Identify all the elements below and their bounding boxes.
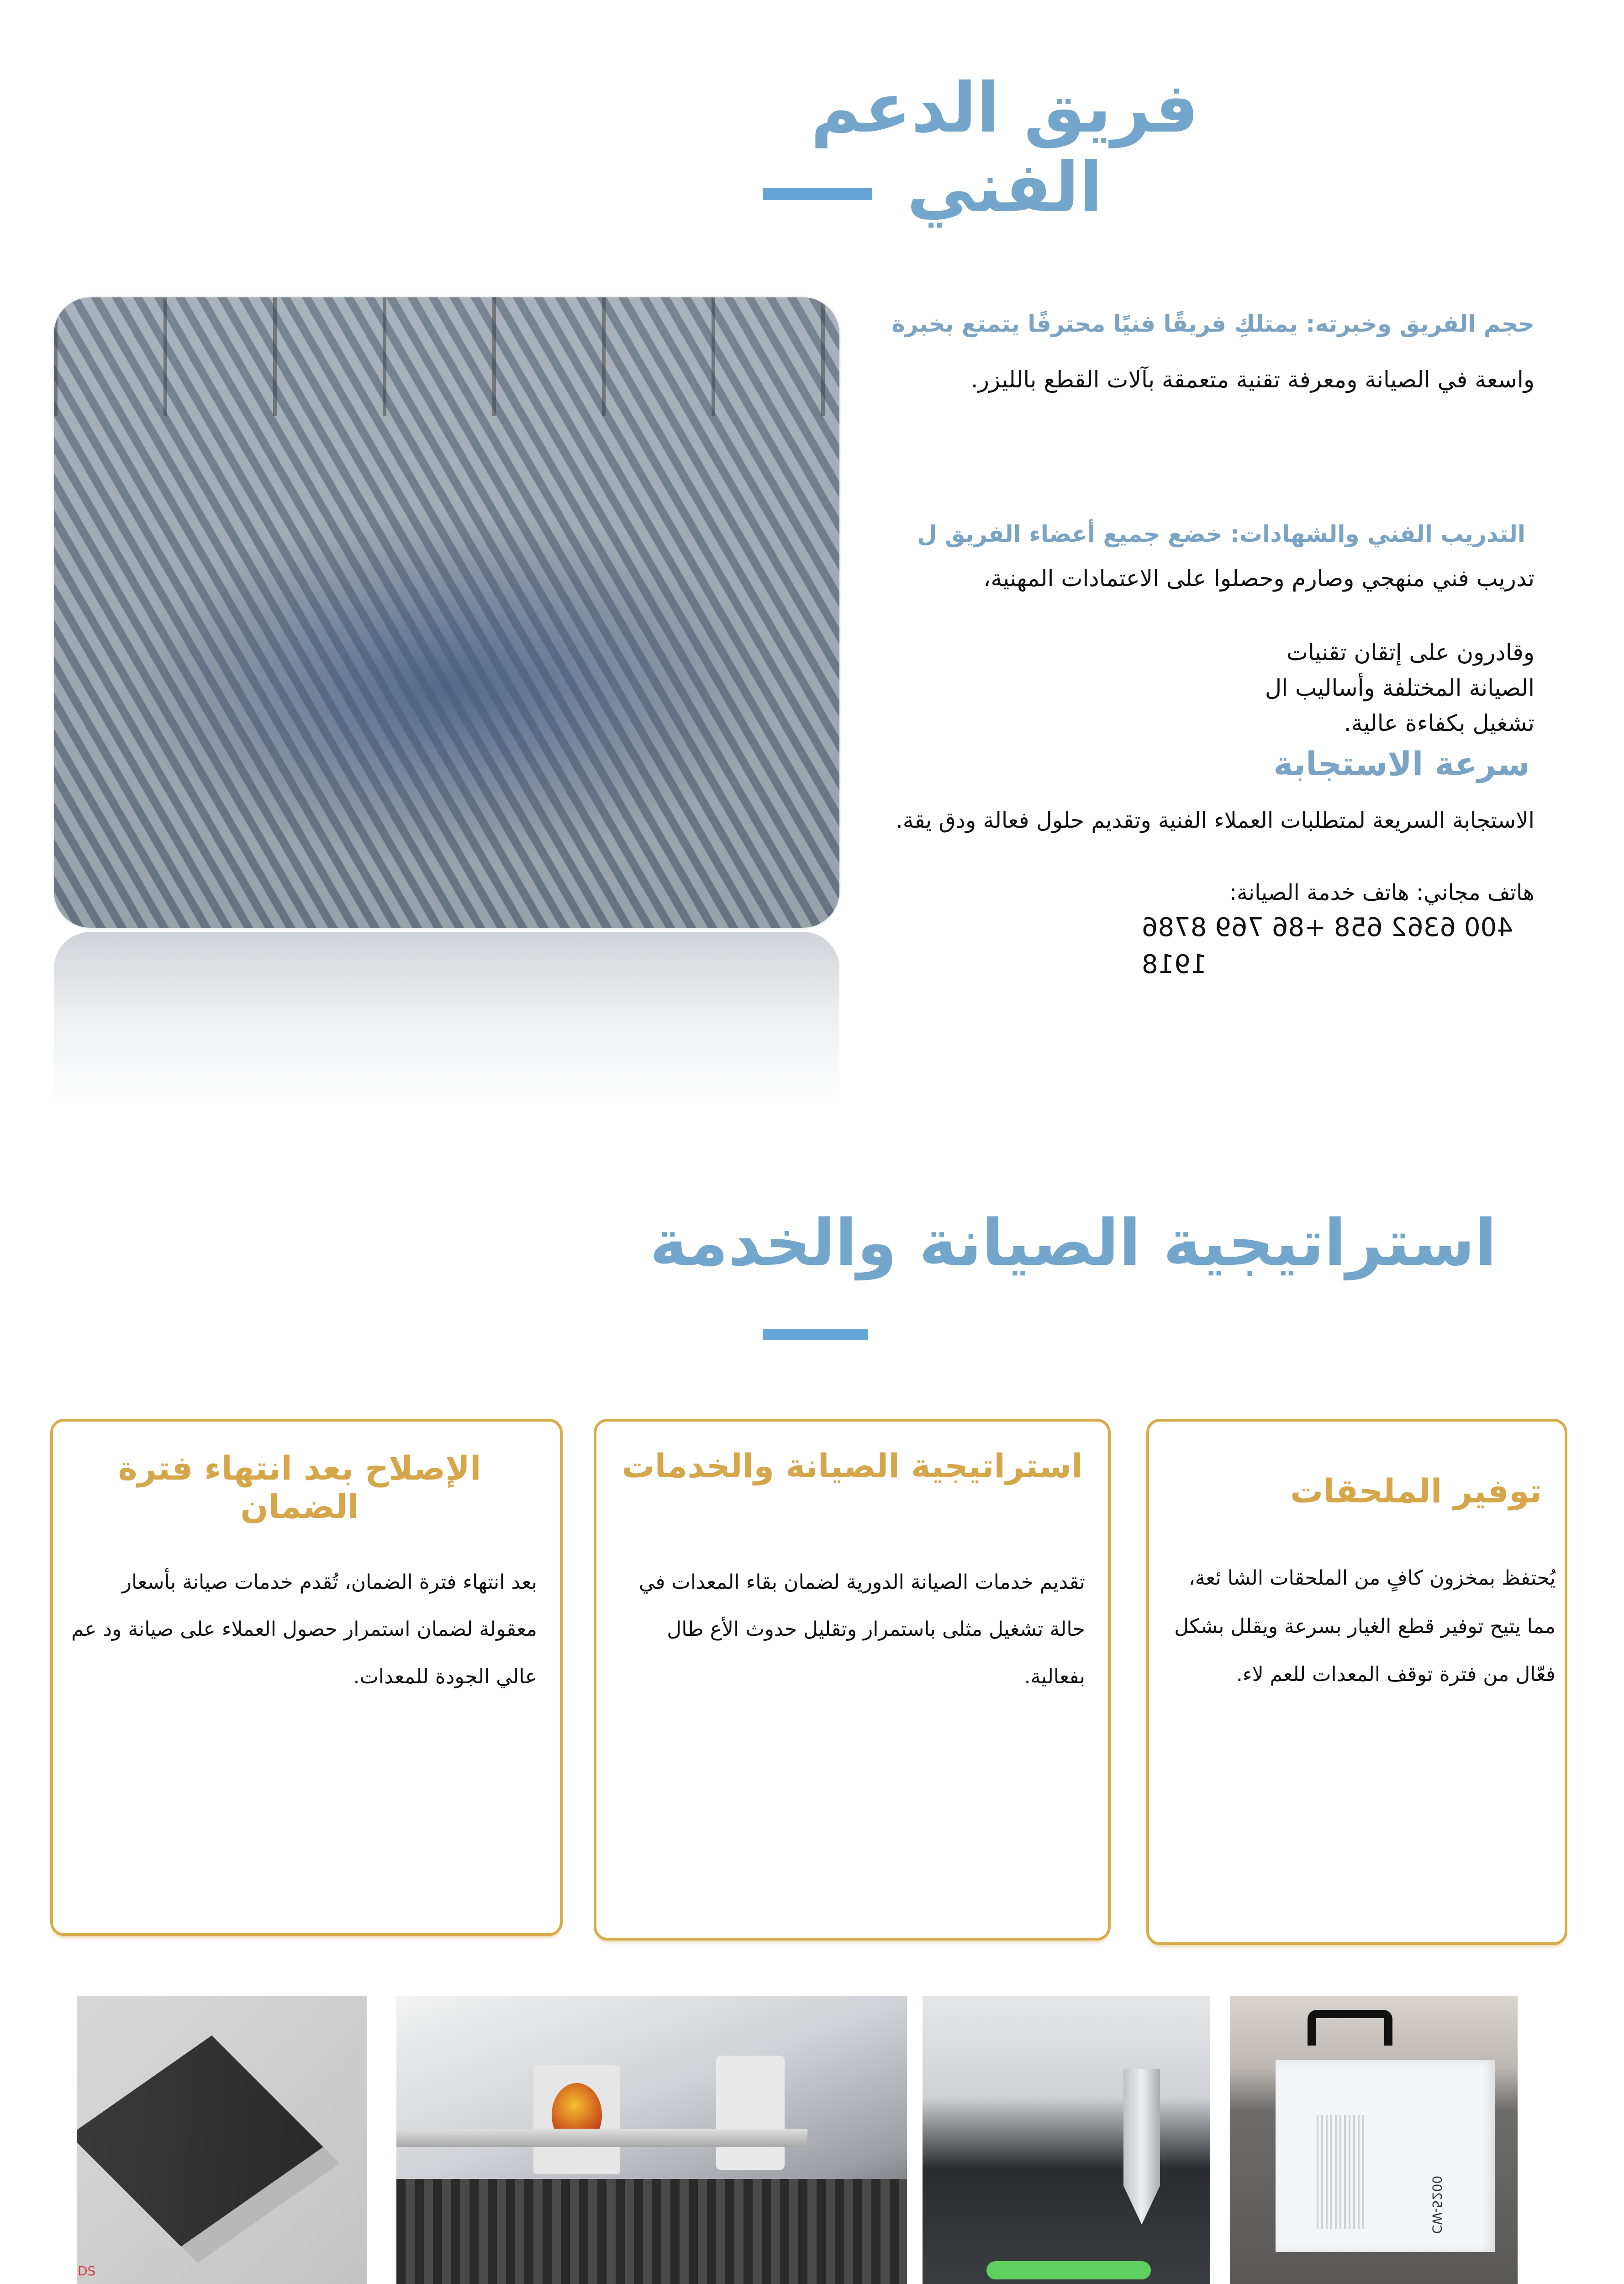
product-photo-mirror-mounts bbox=[396, 1996, 907, 2284]
training-heading: التدريب الفني والشهادات: خضع جميع أعضاء الفريق ل bbox=[917, 521, 1525, 547]
card-body: يُحتفظ بمخزون كافٍ من الملحقات الشا ئعة، مما يتيح توفير قطع الغيار بسرعة ويقلل بشكل فعّال من فترة توقف المعدات للعم لاء. bbox=[1174, 1566, 1555, 1687]
card-post-warranty-repair bbox=[50, 1419, 563, 1936]
bellows bbox=[396, 2179, 907, 2284]
card-title: الإصلاح بعد انتهاء فترة الضمان bbox=[118, 1449, 481, 1526]
metal-plate-shape bbox=[77, 2036, 340, 2263]
hotline-label: هاتف مجاني: هاتف خدمة الصيانة: bbox=[1229, 880, 1534, 905]
canopy-frame bbox=[54, 297, 839, 416]
green-workpiece bbox=[986, 2261, 1151, 2279]
training-body-1: تدريب فني منهجي وصارم وحصلوا على الاعتمادات المهنية، bbox=[983, 565, 1534, 592]
product-photo-water-chiller bbox=[1230, 1996, 1518, 2284]
card-maintenance-services bbox=[594, 1419, 1111, 1940]
chiller-body bbox=[1276, 2060, 1495, 2252]
card-accessories-supply bbox=[1146, 1419, 1567, 1945]
response-body: الاستجابة السريعة لمتطلبات العملاء الفنية وتقديم حلول فعالة ودق يقة. bbox=[896, 808, 1534, 833]
product-photo-mount-plate bbox=[77, 1996, 367, 2284]
card-body: بعد انتهاء فترة الضمان، تُقدم خدمات صيانة بأسعار معقولة لضمان استمرار حصول العملاء على صيانة ود عم عالي الجودة للمعدات. bbox=[71, 1570, 537, 1688]
team-photo bbox=[54, 297, 839, 928]
team-photo-reflection bbox=[54, 932, 839, 1105]
chiller-vent bbox=[1317, 2115, 1367, 2229]
card-title: توفير الملحقات bbox=[1290, 1472, 1542, 1510]
section-title-tech-support: فريق الدعم الفني bbox=[811, 69, 1199, 227]
hotline-numbers: 400 6362 658 +86 769 8786 1918 bbox=[1142, 913, 1513, 980]
training-body-2: وقادرون على إتقان تقنيات الصيانة المختلفة وأساليب ال تشغيل بكفاءة عالية. bbox=[1265, 639, 1534, 736]
card-body: تقديم خدمات الصيانة الدورية لضمان بقاء المعدات في حالة تشغيل مثلى باستمرار وتقليل حدوث الأع طال بفعالية. bbox=[638, 1570, 1085, 1688]
chiller-handle bbox=[1308, 2010, 1392, 2046]
watermark: DS bbox=[78, 2263, 96, 2279]
title-underline-2 bbox=[763, 1329, 868, 1340]
section-title-maintenance-strategy: استراتيجية الصيانة والخدمة bbox=[649, 1206, 1497, 1280]
title-underline bbox=[763, 188, 872, 200]
card-title: استراتيجية الصيانة والخدمات bbox=[622, 1447, 1083, 1485]
product-photo-cutting-head bbox=[923, 1996, 1210, 2284]
chiller-model: CW-5200 bbox=[1429, 2175, 1445, 2234]
guide-rail bbox=[396, 2129, 807, 2147]
nozzle bbox=[1123, 2069, 1160, 2225]
mirror-mount-right bbox=[716, 2056, 785, 2170]
team-size-heading: حجم الفريق وخبرته: يمتلكِ فريقًا فنيًا محترفًا يتمتع بخبرة bbox=[891, 311, 1534, 337]
team-size-body: واسعة في الصيانة ومعرفة تقنية متعمقة بآلات القطع بالليزر. bbox=[970, 366, 1534, 393]
mirror-mount-left bbox=[533, 2065, 620, 2174]
response-heading: سرعة الاستجابة bbox=[1273, 745, 1530, 783]
